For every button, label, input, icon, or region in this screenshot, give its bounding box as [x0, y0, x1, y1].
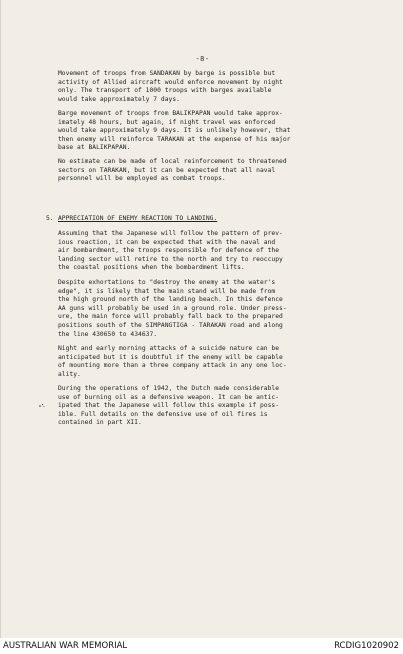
archive-footer	[0, 638, 403, 654]
ink-mark	[38, 402, 46, 408]
section-number: 5.	[46, 215, 54, 222]
paragraph-previous-reaction: Assuming that the Japanese will follow the pattern of prev- ious reaction, it can be expected that with the naval and air bombardment, the troops responsible for defence of the landing sector will retire to the north and try to reoccupy the coastal positions when the bombardment lifts.	[58, 230, 283, 272]
footer-institution: AUSTRALIAN WAR MEMORIAL	[3, 641, 128, 651]
page-number: -8-	[195, 55, 210, 63]
paragraph-sandakan-movement: Movement of troops from SANDAKAN by barge is possible but activity of Allied aircraft would enforce movement by night only. The transport of 1000 troops with barges available would take approximately 7 days.	[58, 70, 283, 103]
section-heading: APPRECIATION OF ENEMY REACTION TO LANDING.	[58, 215, 218, 222]
footer-record-id: RCDIG1020902	[334, 641, 399, 651]
paragraph-night-attacks: Night and early morning attacks of a suicide nature can be anticipated but it is doubtful if the enemy will be capable of mounting more than a three company attack in any one loc- ality.	[58, 345, 287, 378]
paragraph-balikpapan-movement: Barge movement of troops from BALIKPAPAN would take approx- imately 48 hours, but again, if night travel was enforced would take approximately 9 days. It is unlikely however, that then enemy will reinforce TARAKAN at the expense of his major base at BALIKPAPAN.	[58, 110, 291, 152]
paragraph-local-reinforcement: No estimate can be made of local reinforcement to threatened sectors on TARAKAN, but it can be expected that all naval personnel will be employed as combat troops.	[58, 158, 287, 183]
paragraph-burning-oil: During the operations of 1942, the Dutch made considerable use of burning oil as a defensive weapon. It can be antic- ipated that the Japanese will follow this example if poss- ible. Full details on the defensive use of oil fires is contained in part XII.	[58, 385, 280, 427]
paragraph-main-stand: Despite exhortations to "destroy the enemy at the water's edge", it is likely that the main stand will be made from the high ground north of the landing beach. In this defence AA guns will probably be used in a ground role. Under press- ure, the main force will probably fall back to the prepared positions south of the SIMPANGTIGA - TARAKAN road and along the line 430650 to 434637.	[58, 279, 287, 338]
